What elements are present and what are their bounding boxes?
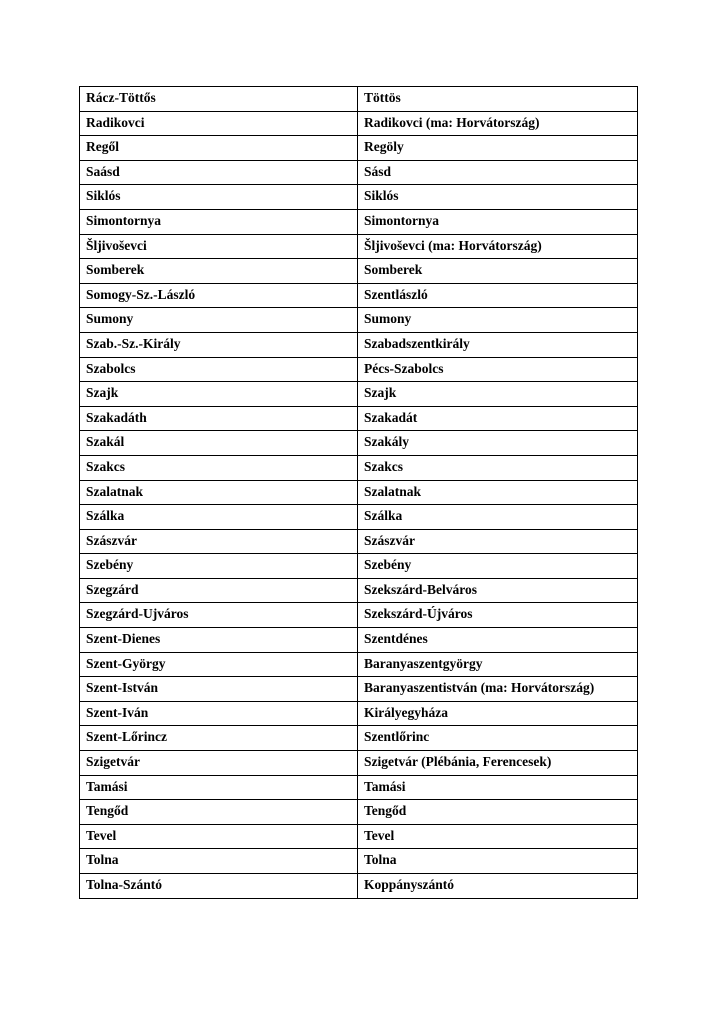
table-row [80,603,638,628]
table-row [80,111,638,136]
table-row [80,259,638,284]
table-row [80,775,638,800]
table-row [80,357,638,382]
old-name-cell: Szálka [80,505,358,530]
current-name-cell: Szakadát [358,406,638,431]
old-name-cell: Tamási [80,775,358,800]
current-name-cell: Szentlőrinc [358,726,638,751]
table-body [80,87,638,899]
table-row [80,283,638,308]
current-name-cell: Sumony [358,308,638,333]
old-name-cell: Szent-Iván [80,701,358,726]
current-name-cell: Szentdénes [358,628,638,653]
current-name-cell: Szekszárd-Belváros [358,578,638,603]
old-name-cell: Tolna [80,849,358,874]
table-row [80,87,638,112]
current-name-cell: Tevel [358,824,638,849]
old-name-cell: Szab.-Sz.-Király [80,332,358,357]
table-row [80,824,638,849]
current-name-cell: Regöly [358,136,638,161]
table-row [80,529,638,554]
old-name-cell: Szent-Lőrincz [80,726,358,751]
old-name-cell: Szegzárd [80,578,358,603]
table-row [80,480,638,505]
current-name-cell: Šljivoševci (ma: Horvátország) [358,234,638,259]
current-name-cell: Szakály [358,431,638,456]
old-name-cell: Tengőd [80,800,358,825]
table-row [80,431,638,456]
current-name-cell: Szebény [358,554,638,579]
current-name-cell: Szajk [358,382,638,407]
old-name-cell: Tolna-Szántó [80,874,358,899]
current-name-cell: Szálka [358,505,638,530]
current-name-cell: Baranyaszentgyörgy [358,652,638,677]
old-name-cell: Szakcs [80,455,358,480]
place-names-table [79,86,638,899]
current-name-cell: Szigetvár (Plébánia, Ferencesek) [358,751,638,776]
table-row [80,185,638,210]
current-name-cell: Simontornya [358,209,638,234]
old-name-cell: Szakadáth [80,406,358,431]
current-name-cell: Sásd [358,160,638,185]
table-row [80,849,638,874]
old-name-cell: Szalatnak [80,480,358,505]
current-name-cell: Szabadszentkirály [358,332,638,357]
current-name-cell: Radikovci (ma: Horvátország) [358,111,638,136]
table-row [80,554,638,579]
table-row [80,578,638,603]
old-name-cell: Szabolcs [80,357,358,382]
table-row [80,332,638,357]
old-name-cell: Szent-István [80,677,358,702]
old-name-cell: Szent-Dienes [80,628,358,653]
table-row [80,406,638,431]
table-row [80,800,638,825]
table-row [80,382,638,407]
current-name-cell: Tengőd [358,800,638,825]
old-name-cell: Šljivoševci [80,234,358,259]
current-name-cell: Szentlászló [358,283,638,308]
old-name-cell: Rácz-Töttős [80,87,358,112]
current-name-cell: Pécs-Szabolcs [358,357,638,382]
current-name-cell: Baranyaszentistván (ma: Horvátország) [358,677,638,702]
table-row [80,455,638,480]
table-row [80,160,638,185]
old-name-cell: Tevel [80,824,358,849]
current-name-cell: Szekszárd-Újváros [358,603,638,628]
current-name-cell: Tamási [358,775,638,800]
old-name-cell: Szászvár [80,529,358,554]
old-name-cell: Radikovci [80,111,358,136]
table-row [80,874,638,899]
old-name-cell: Szajk [80,382,358,407]
old-name-cell: Szent-György [80,652,358,677]
old-name-cell: Somberek [80,259,358,284]
table-row [80,726,638,751]
old-name-cell: Szebény [80,554,358,579]
current-name-cell: Siklós [358,185,638,210]
current-name-cell: Szakcs [358,455,638,480]
current-name-cell: Szalatnak [358,480,638,505]
current-name-cell: Somberek [358,259,638,284]
old-name-cell: Simontornya [80,209,358,234]
old-name-cell: Somogy-Sz.-László [80,283,358,308]
current-name-cell: Töttös [358,87,638,112]
table-row [80,751,638,776]
current-name-cell: Koppányszántó [358,874,638,899]
current-name-cell: Tolna [358,849,638,874]
old-name-cell: Saásd [80,160,358,185]
table-row [80,209,638,234]
table-row [80,234,638,259]
current-name-cell: Szászvár [358,529,638,554]
table-row [80,701,638,726]
old-name-cell: Siklós [80,185,358,210]
old-name-cell: Sumony [80,308,358,333]
old-name-cell: Regől [80,136,358,161]
old-name-cell: Szakál [80,431,358,456]
table-row [80,136,638,161]
current-name-cell: Királyegyháza [358,701,638,726]
old-name-cell: Szegzárd-Ujváros [80,603,358,628]
table-row [80,628,638,653]
table-row [80,677,638,702]
old-name-cell: Szigetvár [80,751,358,776]
table-row [80,505,638,530]
table-row [80,652,638,677]
table-row [80,308,638,333]
